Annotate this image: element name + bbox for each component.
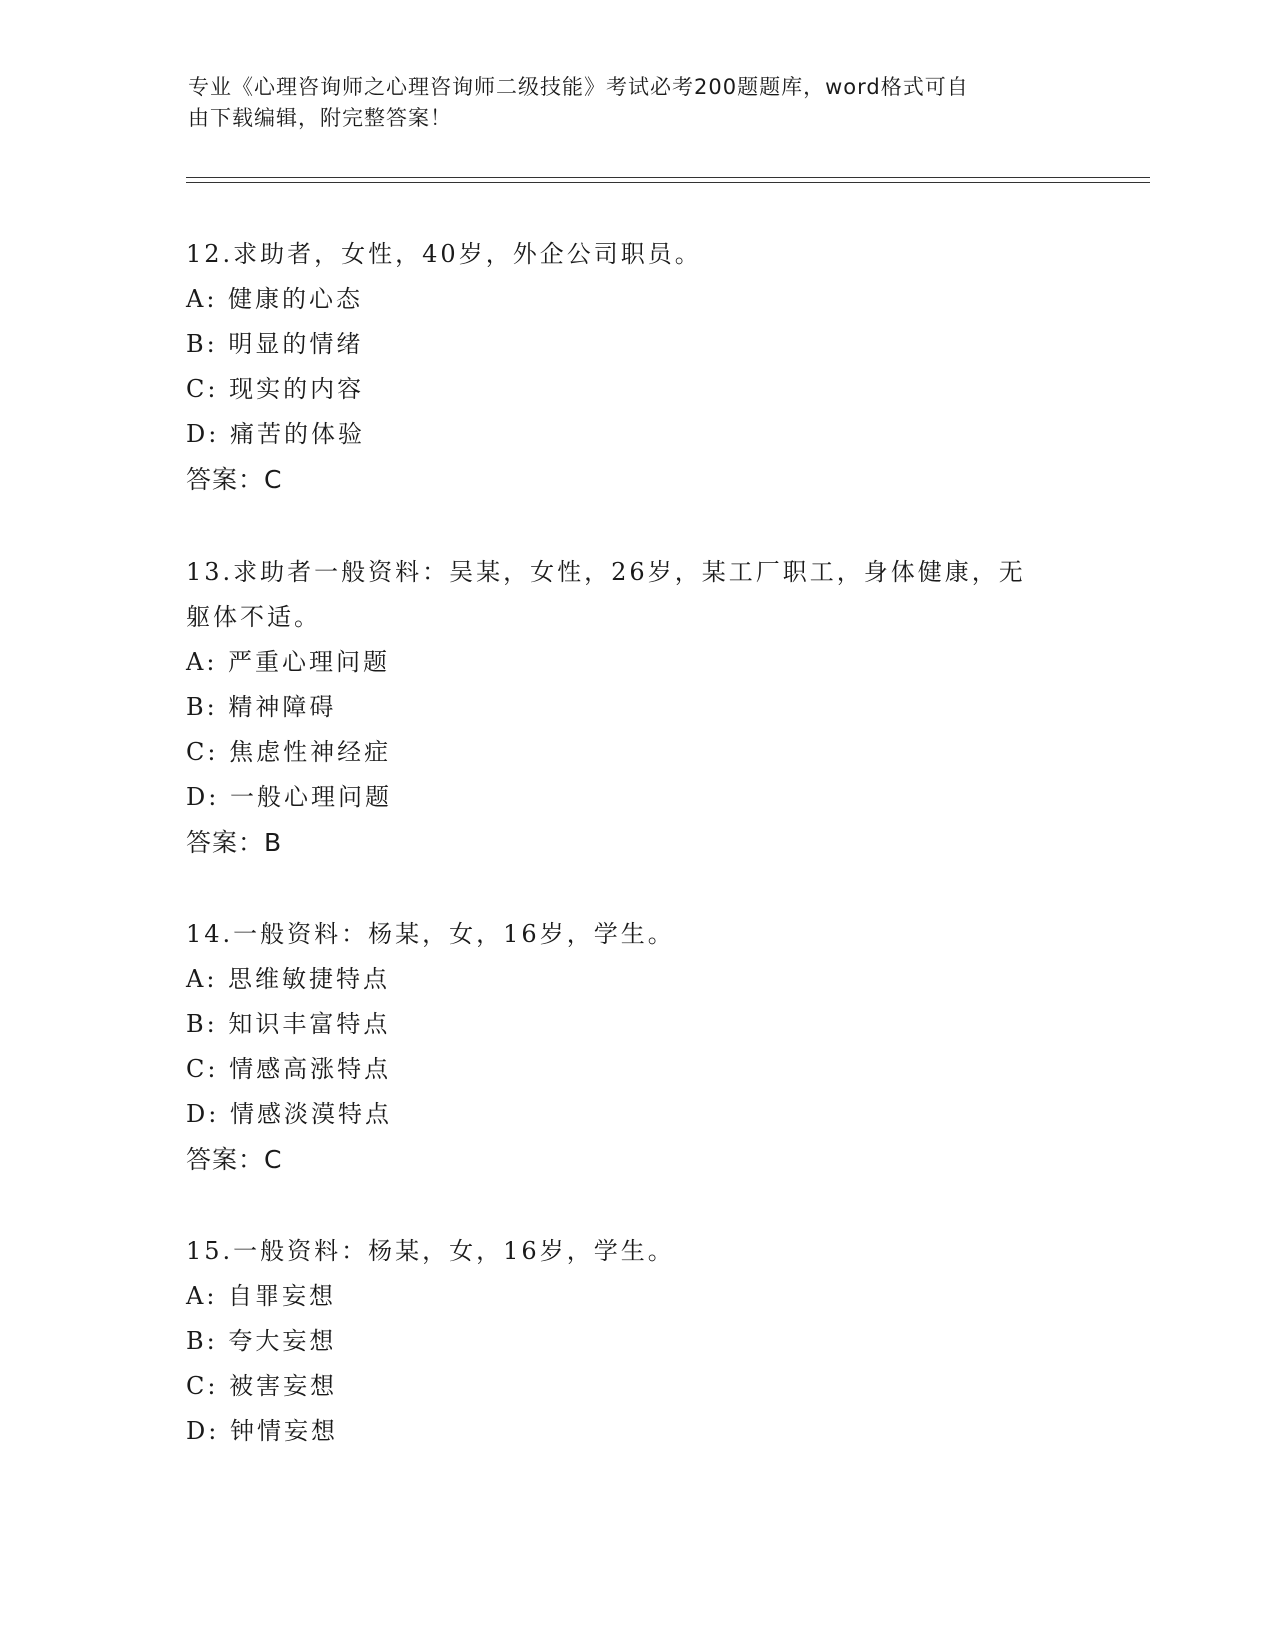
option-c: C: 现实的内容 xyxy=(186,375,365,403)
option-d: D: 一般心理问题 xyxy=(186,783,392,811)
answer: 答案：C xyxy=(186,465,283,494)
question-stem-line-1: 13.求助者一般资料：吴某，女性，26岁，某工厂职工，身体健康，无 xyxy=(186,558,1026,586)
question-14 xyxy=(186,912,1086,1182)
header-divider-top xyxy=(186,177,1150,178)
answer: 答案：B xyxy=(186,828,283,857)
header-line-1: 专业《心理咨询师之心理咨询师二级技能》考试必考200题题库，word格式可自 xyxy=(188,75,969,99)
option-c: C: 被害妄想 xyxy=(186,1372,338,1400)
header-divider-bottom xyxy=(186,182,1150,183)
question-13 xyxy=(186,550,1086,865)
option-b: B: 夸大妄想 xyxy=(186,1327,337,1355)
question-stem: 12.求助者，女性，40岁，外企公司职员。 xyxy=(186,240,702,268)
answer: 答案：C xyxy=(186,1145,283,1174)
option-c: C: 焦虑性神经症 xyxy=(186,738,392,766)
option-d: D: 痛苦的体验 xyxy=(186,420,365,448)
question-12 xyxy=(186,232,1086,502)
question-stem: 15.一般资料：杨某，女，16岁，学生。 xyxy=(186,1237,675,1265)
header-line-2: 由下载编辑，附完整答案！ xyxy=(188,106,452,130)
question-stem-line-2: 躯体不适。 xyxy=(186,603,321,631)
question-15 xyxy=(186,1229,1086,1454)
option-b: B: 明显的情绪 xyxy=(186,330,364,358)
question-stem: 14.一般资料：杨某，女，16岁，学生。 xyxy=(186,920,675,948)
option-a: A: 健康的心态 xyxy=(186,285,364,313)
option-b: B: 知识丰富特点 xyxy=(186,1010,391,1038)
option-d: D: 情感淡漠特点 xyxy=(186,1100,392,1128)
option-d: D: 钟情妄想 xyxy=(186,1417,338,1445)
option-b: B: 精神障碍 xyxy=(186,693,337,721)
option-a: A: 严重心理问题 xyxy=(186,648,391,676)
document-header xyxy=(188,72,1088,134)
option-a: A: 思维敏捷特点 xyxy=(186,965,391,993)
option-c: C: 情感高涨特点 xyxy=(186,1055,392,1083)
option-a: A: 自罪妄想 xyxy=(186,1282,337,1310)
